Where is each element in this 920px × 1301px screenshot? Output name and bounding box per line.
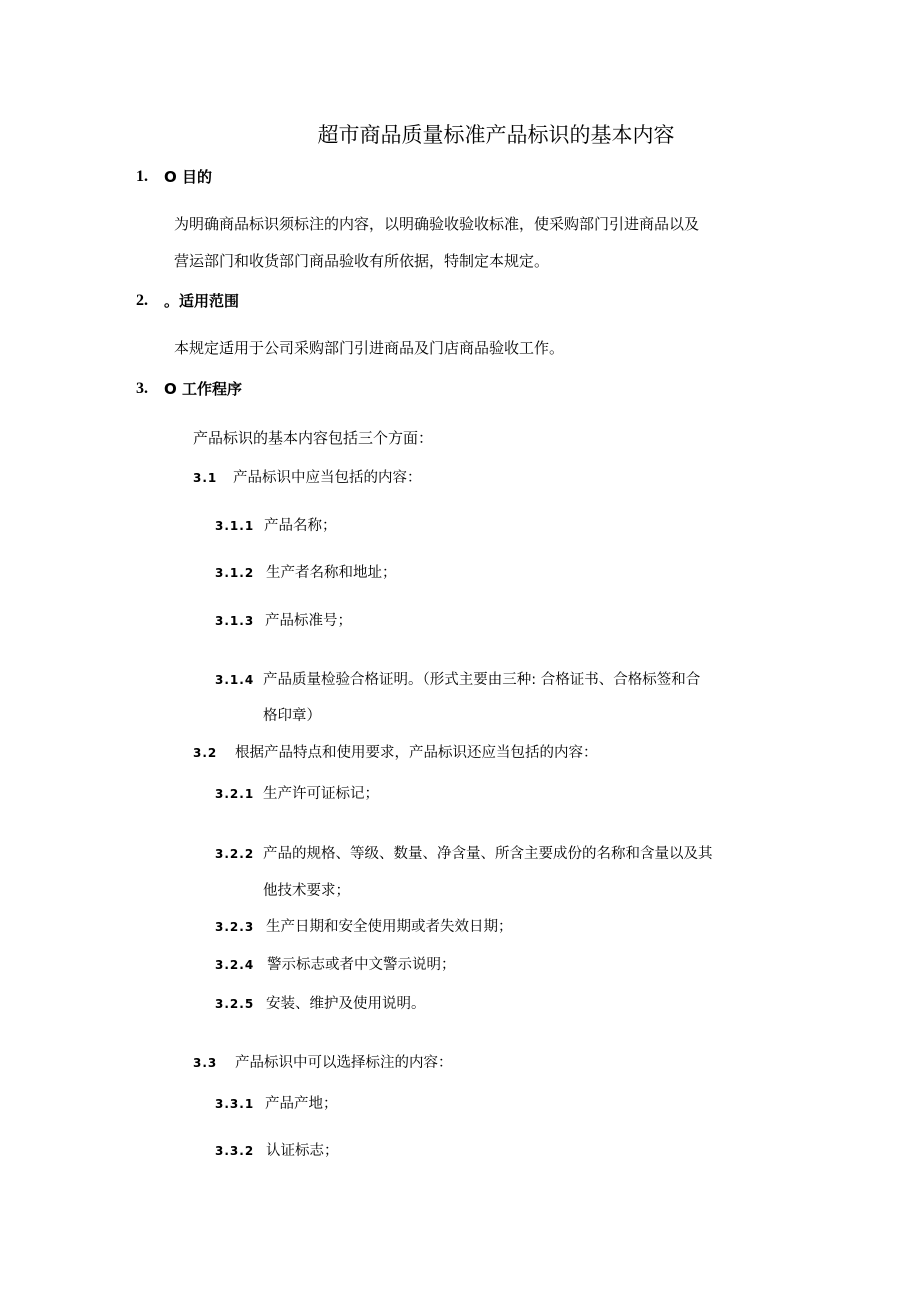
item-text: 生产者名称和地址； xyxy=(266,565,397,581)
section-2-title: 。适用范围 xyxy=(164,292,240,310)
item-number: 3.1 xyxy=(193,471,218,485)
section-3-number: 3. xyxy=(136,380,148,397)
item-text: 安装、维护及使用说明。 xyxy=(266,996,426,1012)
section-3-intro: 产品标识的基本内容包括三个方面： xyxy=(193,429,434,447)
item-text: 根据产品特点和使用要求，产品标识还应当包括的内容： xyxy=(235,745,598,761)
section-1-title: O 目的 xyxy=(164,168,212,186)
section-2-number: 2. xyxy=(136,292,148,309)
item-text-continuation: 他技术要求； xyxy=(263,883,350,899)
item-number: 3.2.2 xyxy=(215,847,255,861)
item-text: 产品产地； xyxy=(265,1096,338,1112)
item-text: 警示标志或者中文警示说明； xyxy=(267,957,456,973)
item-number: 3.1.1 xyxy=(215,519,255,533)
item-number: 3.3.1 xyxy=(215,1097,255,1111)
item-text: 产品的规格、等级、数量、净含量、所含主要成份的名称和含量以及其 xyxy=(263,846,713,862)
item-number: 3.1.3 xyxy=(215,614,255,628)
section-1-paragraph-line-1: 为明确商品标识须标注的内容，以明确验收验收标准，使采购部门引进商品以及 xyxy=(174,215,700,233)
item-number: 3.2 xyxy=(193,746,218,760)
item-text: 生产许可证标记； xyxy=(263,786,379,802)
item-number: 3.2.1 xyxy=(215,787,255,801)
item-number: 3.1.2 xyxy=(215,566,255,580)
item-number: 3.3 xyxy=(193,1056,218,1070)
item-number: 3.2.4 xyxy=(215,958,255,972)
item-text: 产品标识中应当包括的内容： xyxy=(233,470,422,486)
item-text: 生产日期和安全使用期或者失效日期； xyxy=(266,919,513,935)
section-1-paragraph-line-2: 营运部门和收货部门商品验收有所依据，特制定本规定。 xyxy=(174,252,550,270)
item-number: 3.3.2 xyxy=(215,1144,255,1158)
section-2-paragraph: 本规定适用于公司采购部门引进商品及门店商品验收工作。 xyxy=(174,339,565,357)
item-text: 产品标识中可以选择标注的内容： xyxy=(235,1055,453,1071)
item-text: 产品名称； xyxy=(264,518,337,534)
item-number: 3.1.4 xyxy=(215,673,255,687)
item-text: 认证标志； xyxy=(266,1143,339,1159)
item-text: 产品质量检验合格证明。（形式主要由三种: 合格证书、合格标签和合 xyxy=(263,672,701,688)
item-number: 3.2.3 xyxy=(215,920,255,934)
item-text: 产品标准号； xyxy=(265,613,352,629)
section-1-number: 1. xyxy=(136,168,148,185)
item-number: 3.2.5 xyxy=(215,997,255,1011)
section-3-title: O 工作程序 xyxy=(164,380,242,398)
page-title: 超市商品质量标准产品标识的基本内容 xyxy=(317,123,675,147)
item-text-continuation: 格印章） xyxy=(263,708,321,724)
